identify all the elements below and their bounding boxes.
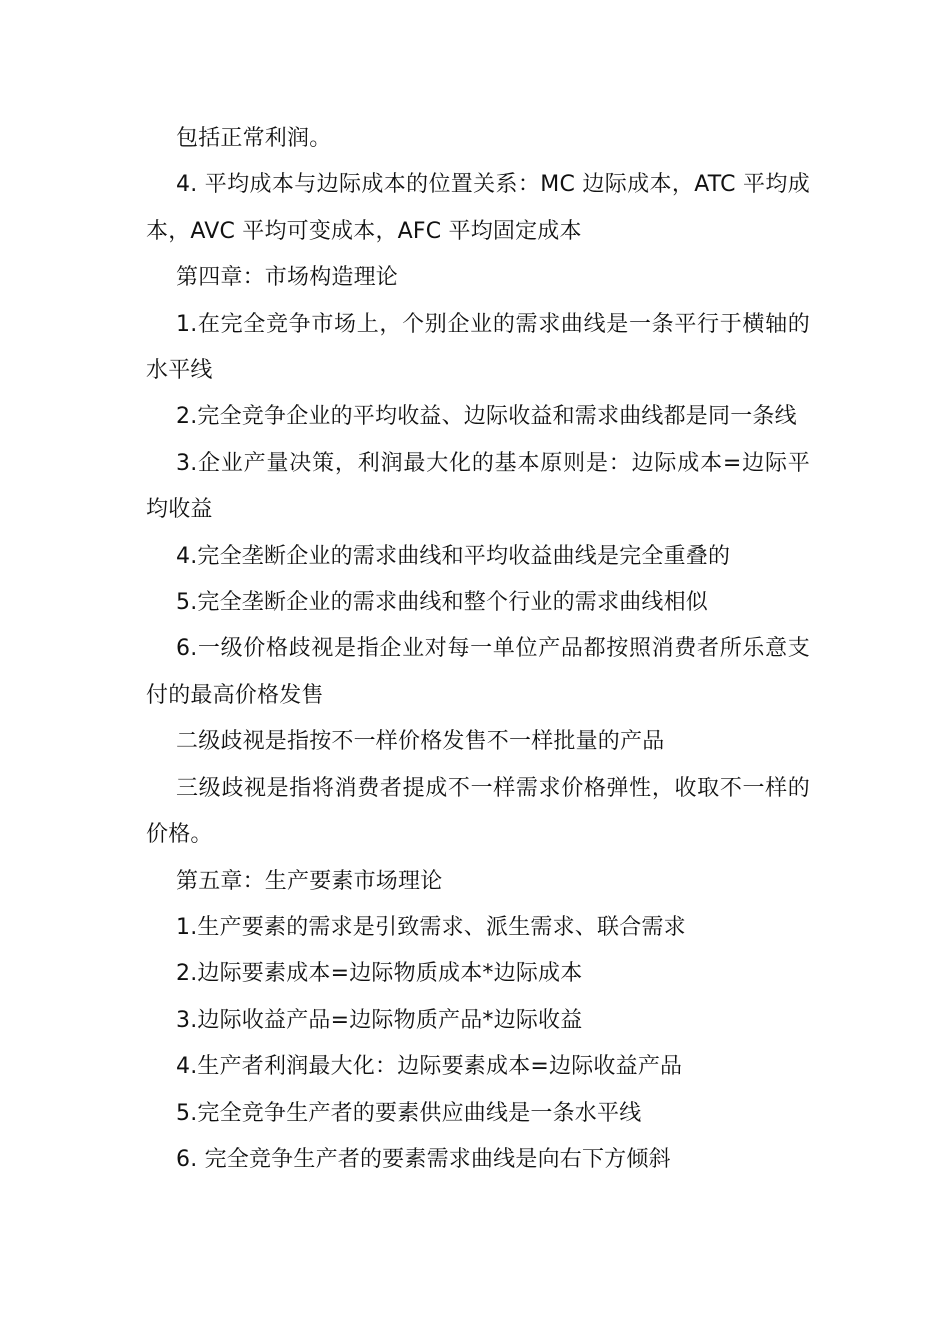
paragraph-item-6: 6.一级价格歧视是指企业对每一单位产品都按照消费者所乐意支付的最高价格发售 xyxy=(146,636,810,708)
paragraph-ch5-item-3: 3.边际收益产品=边际物质产品*边际收益 xyxy=(176,1007,583,1033)
paragraph-ch5-item-4: 4.生产者利润最大化：边际要素成本=边际收益产品 xyxy=(176,1054,683,1080)
paragraph-item-5: 5.完全垄断企业的需求曲线和整个行业的需求曲线相似 xyxy=(176,590,708,616)
paragraph-item-2: 2.完全竞争企业的平均收益、边际收益和需求曲线都是同一条线 xyxy=(176,404,797,430)
document-body xyxy=(146,116,810,1183)
paragraph-second-degree: 二级歧视是指按不一样价格发售不一样批量的产品 xyxy=(176,729,665,755)
paragraph-cost-relationship: 4. 平均成本与边际成本的位置关系：MC 边际成本，ATC 平均成本，AVC 平均可变成本，AFC 平均固定成本 xyxy=(146,172,810,244)
paragraph-ch5-item-6: 6. 完全竞争生产者的要素需求曲线是向右下方倾斜 xyxy=(176,1146,671,1172)
paragraph-third-degree: 三级歧视是指将消费者提成不一样需求价格弹性，收取不一样的价格。 xyxy=(146,775,810,848)
paragraph-item-4: 4.完全垄断企业的需求曲线和平均收益曲线是完全重叠的 xyxy=(176,543,731,569)
paragraph-ch5-item-5: 5.完全竞争生产者的要素供应曲线是一条水平线 xyxy=(176,1100,642,1126)
paragraph-item-3: 3.企业产量决策，利润最大化的基本原则是：边际成本=边际平均收益 xyxy=(146,450,810,523)
paragraph-continuation: 包括正常利润。 xyxy=(176,126,332,151)
paragraph-item-1: 1.在完全竞争市场上，个别企业的需求曲线是一条平行于横轴的水平线 xyxy=(146,311,810,384)
paragraph-ch5-item-2: 2.边际要素成本=边际物质成本*边际成本 xyxy=(176,961,583,987)
chapter-heading-5: 第五章：生产要素市场理论 xyxy=(176,868,443,894)
chapter-heading-4: 第四章：市场构造理论 xyxy=(176,265,399,291)
paragraph-ch5-item-1: 1.生产要素的需求是引致需求、派生需求、联合需求 xyxy=(176,914,686,940)
